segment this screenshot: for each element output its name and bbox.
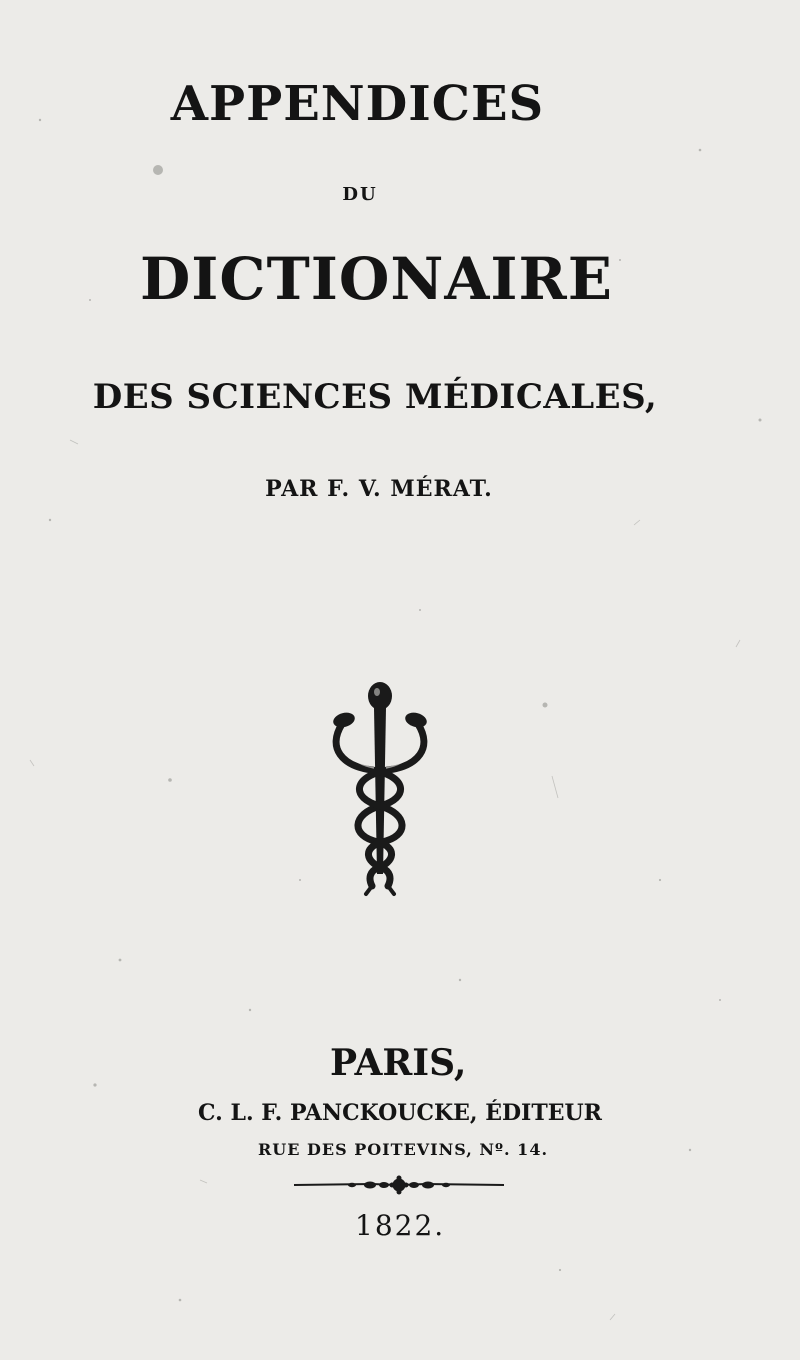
ornamental-rule (292, 1174, 506, 1196)
publication-year: 1822. (355, 1209, 446, 1242)
city: PARIS, (330, 1042, 467, 1084)
caduceus-icon (322, 678, 438, 898)
publisher: C. L. F. PANCKOUCKE, ÉDITEUR (198, 1100, 602, 1126)
title-line-appendices: APPENDICES (170, 76, 545, 132)
subtitle: DES SCIENCES MÉDICALES, (92, 377, 658, 417)
title-line-dictionaire: DICTIONAIRE (140, 245, 613, 313)
title-line-du: DU (342, 184, 378, 205)
author-line: PAR F. V. MÉRAT. (265, 476, 493, 502)
publisher-address: RUE DES POITEVINS, Nº. 14. (258, 1140, 549, 1159)
